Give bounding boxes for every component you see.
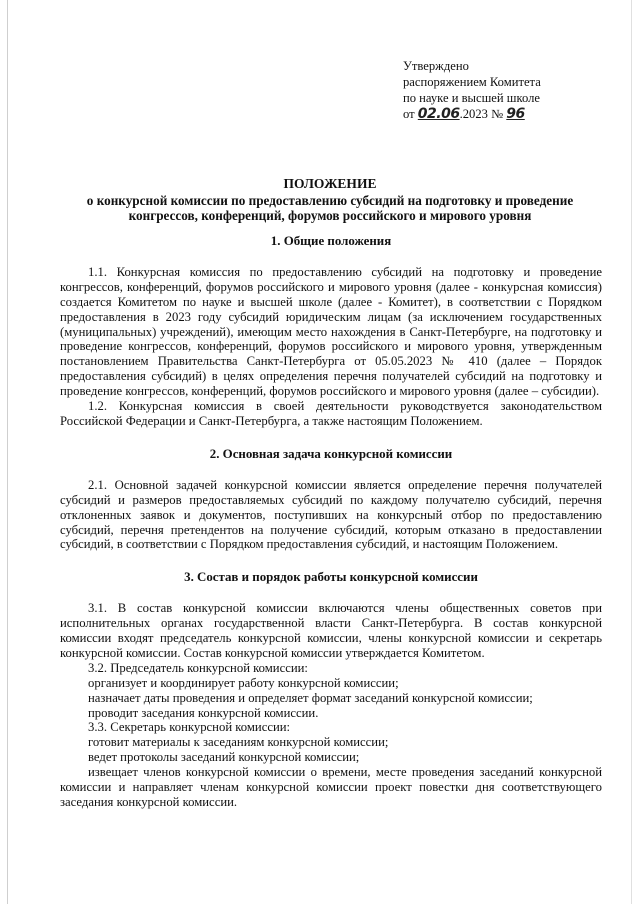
handwritten-number: 96 xyxy=(506,106,525,122)
approval-line: по науке и высшей школе xyxy=(403,91,540,105)
list-item: готовит материалы к заседаниям конкурсной комиссии; xyxy=(88,735,389,750)
paragraph: 2.1. Основной задачей конкурсной комиссии является определение перечня получателей субсидий и размеров предоставляемых субсидий по каждому получателю субсидий, перечня отклоненных заявок и документов, поступивших на конкурсный отбор по предоставлению субсидий, перечня претендентов на получение субсидий, которым отказано в предоставлении субсидий, в соответствии с Порядком предоставления субсидий, и настоящим Положением. xyxy=(60,477,602,552)
approval-line: распоряжением Комитета xyxy=(403,75,541,89)
paragraph: 3.1. В состав конкурсной комиссии включаются члены общественных советов при исполнительных органах государственной власти Санкт-Петербурга. В состав конкурсной комиссии входят председатель конкурсной комиссии, члены конкурсной комиссии и секретарь конкурсной комиссии. Состав конкурсной комиссии утверждается Комитетом. xyxy=(60,601,602,660)
date-year: .2023 xyxy=(459,107,488,121)
document-title xyxy=(60,176,600,223)
list-item: извещает членов конкурсной комиссии о времени, месте проведения заседаний конкурсной комиссии и направляет членам конкурсной комиссии проект повестки дня соответствующего заседания конкурсной комиссии. xyxy=(60,765,602,809)
date-prefix: от xyxy=(403,107,415,121)
title-sub: конгрессов, конференций, форумов российского и мирового уровня xyxy=(128,208,532,223)
list-item: назначает даты проведения и определяет формат заседаний конкурсной комиссии; xyxy=(88,690,533,705)
approval-date-line xyxy=(403,106,623,122)
scan-edge xyxy=(631,0,632,904)
section-heading: 3. Состав и порядок работы конкурсной комиссии xyxy=(184,570,478,585)
paragraph: 3.3. Секретарь конкурсной комиссии: xyxy=(88,720,291,735)
approval-block xyxy=(403,58,623,122)
list-item: организует и координирует работу конкурсной комиссии; xyxy=(88,675,399,690)
handwritten-date: 02.06 xyxy=(417,106,460,122)
paragraph: 1.2. Конкурсная комиссия в своей деятельности руководствуется законодательством Российской Федерации и Санкт-Петербурга, а также настоящим Положением. xyxy=(60,399,602,428)
scan-edge xyxy=(7,0,8,904)
document-body xyxy=(60,230,602,810)
list-item: ведет протоколы заседаний конкурсной комиссии; xyxy=(88,750,360,765)
title-sub: о конкурсной комиссии по предоставлению субсидий на подготовку и проведение xyxy=(86,193,574,208)
section-heading: 1. Общие положения xyxy=(270,234,392,248)
title-main: ПОЛОЖЕНИЕ xyxy=(283,176,377,191)
list-item: проводит заседания конкурсной комиссии. xyxy=(88,705,319,720)
paragraph: 1.1. Конкурсная комиссия по предоставлению субсидий на подготовку и проведение конгрессов, конференций, форумов российского и мирового уровня (далее - конкурсная комиссия) создается Комитетом по науке и высшей школе (далее - Комитет), в соответствии с Порядком предоставления в 2023 году субсидий юридическим лицам (за исключением государственных (муниципальных) учреждений), имеющим место нахождения в Санкт-Петербурге, на подготовку и проведение конгрессов, конференций, форумов российского и мирового уровня, утвержденным постановлением Правительства Санкт-Петербурга от 05.05.2023 № 410 (далее – Порядок предоставления субсидий) в целях определения перечня получателей субсидий на подготовку и проведение конгрессов, конференций, форумов российского и мирового уровня (далее – субсидии). xyxy=(60,264,602,399)
section-heading: 2. Основная задача конкурсной комиссии xyxy=(209,446,453,461)
number-prefix: № xyxy=(491,107,504,121)
approval-line: Утверждено xyxy=(403,59,469,73)
paragraph: 3.2. Председатель конкурсной комиссии: xyxy=(88,660,308,675)
